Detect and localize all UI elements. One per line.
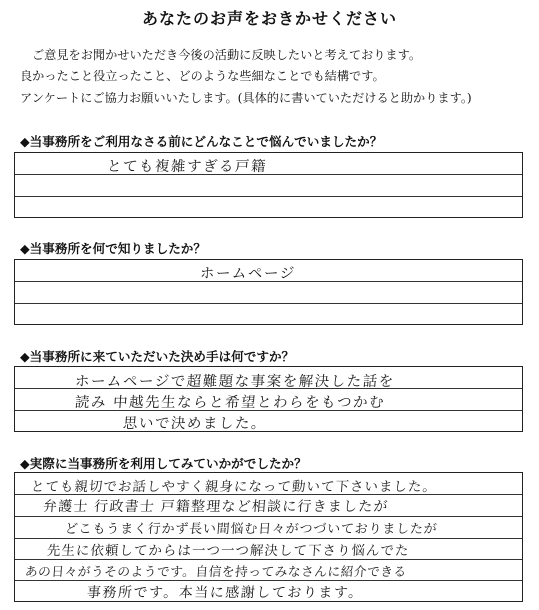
intro-line-1: ご意見をお聞かせいただき今後の活動に反映したいと考えております。 — [32, 48, 422, 62]
question-1-answer-line-1: とても複雑すぎる戸籍 — [106, 159, 268, 175]
question-3-answer-box — [14, 366, 523, 432]
page-title: あなたのお声をおきかせください — [141, 9, 397, 28]
intro-line-3: アンケートにご協力お願いいたします。(具体的に書いていただけると助かります。) — [20, 91, 472, 105]
question-1-answer-box — [14, 152, 523, 218]
question-4-answer-line-5: あの日々がうそのようです。自信を持ってみなさんに紹介できる — [24, 565, 408, 580]
question-2-label: ◆当事務所を何で知りましたか？ — [20, 241, 206, 256]
question-2-answer-line-1: ホームページ — [199, 266, 297, 282]
question-2-answer-box — [14, 259, 523, 325]
answer-rule — [15, 559, 522, 560]
answer-rule — [15, 580, 522, 581]
question-3-answer-line-3: 思いで決めました。 — [122, 416, 268, 432]
question-4-answer-line-4: 先生に依頼してからは一つ一つ解決して下さり悩んでた — [46, 543, 410, 559]
question-3-answer-line-2: 読み 中越先生ならと希望とわらをもつかむ — [74, 395, 386, 411]
answer-rule — [15, 303, 522, 304]
answer-rule — [15, 196, 522, 197]
question-4-answer-line-1: とても親切でお話しやすく親身になって動いて下さいました。 — [30, 479, 438, 495]
answer-rule — [15, 174, 522, 175]
question-4-answer-line-6: 事務所です。本当に感謝しております。 — [86, 585, 365, 601]
question-1-label: ◆当事務所をご利用なさる前にどんなことで悩んでいましたか？ — [20, 134, 383, 149]
answer-rule — [15, 516, 522, 517]
question-3-answer-line-1: ホームページで超難題な事案を解決した話を — [74, 374, 396, 390]
question-4-answer-box — [14, 472, 523, 602]
question-4-answer-line-3: どこもうまく行かず長い間悩む日々がつづいておりましたが — [64, 522, 438, 537]
intro-line-2: 良かったこと役立ったこと、どのような些細なことでも結構です。 — [20, 69, 385, 83]
question-3-label: ◆当事務所に来ていただいた決め手は何ですか？ — [20, 349, 295, 364]
question-4-answer-line-2: 弁護士 行政書士 戸籍整理など相談に行きましたが — [42, 499, 390, 515]
question-4-label: ◆実際に当事務所を利用してみていかがでしたか？ — [20, 456, 307, 471]
